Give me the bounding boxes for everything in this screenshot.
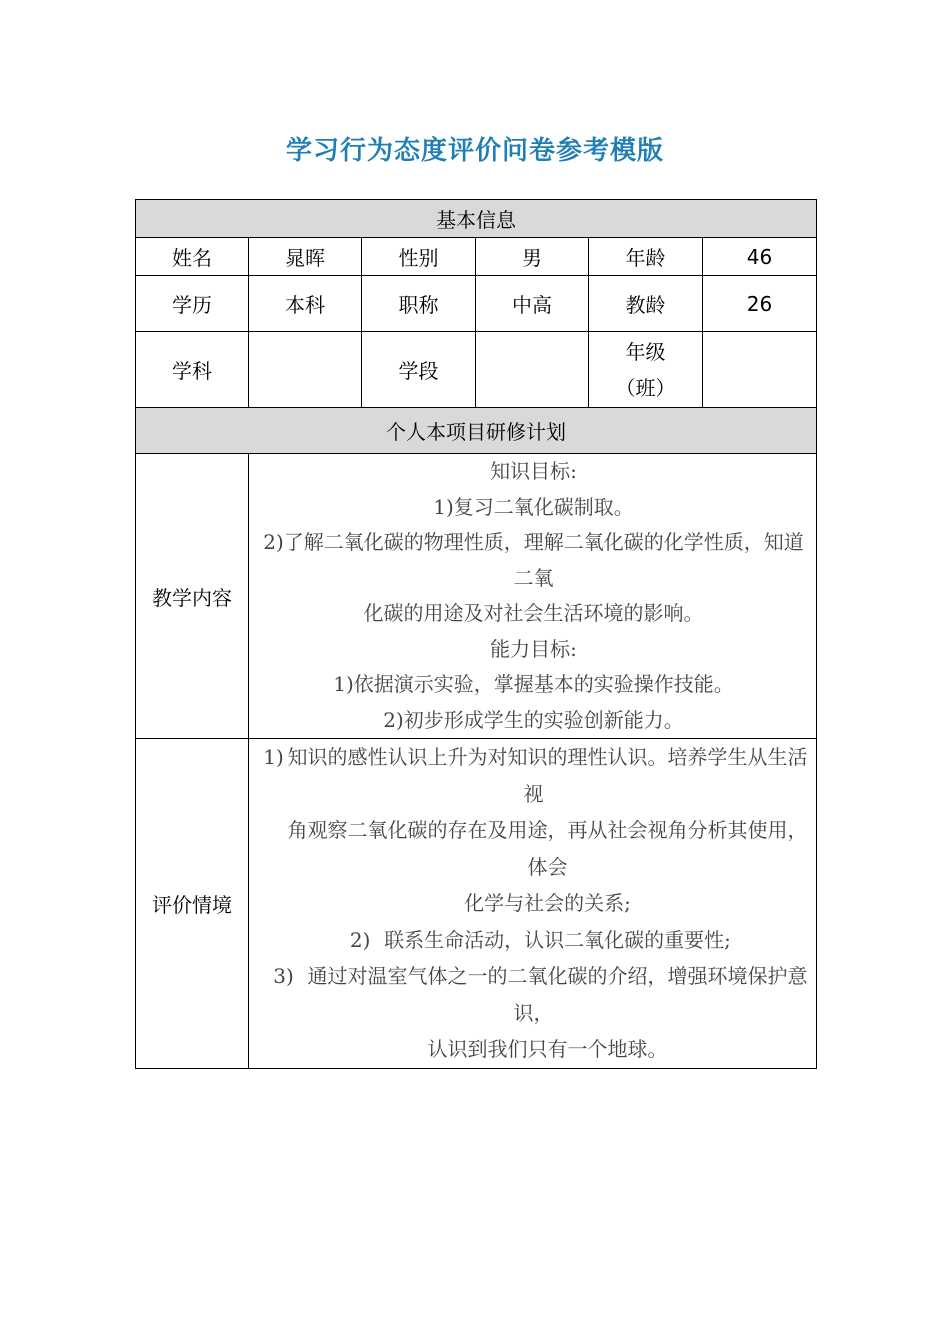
stage-label: 学段 (362, 332, 476, 408)
stage-value (476, 332, 589, 408)
subject-value (249, 332, 362, 408)
rank-value: 中高 (476, 276, 589, 332)
evaluation-cell (249, 739, 817, 1069)
item-text: 通过对温室气体之一的二氧化碳的介绍，增强环境保护意识， (307, 964, 808, 1025)
teaching-content-line: 能力目标: (490, 636, 577, 661)
evaluation-item-1-cont: 化学与社会的关系; (464, 891, 631, 915)
name-value: 晁晖 (249, 238, 362, 276)
plan-header: 个人本项目研修计划 (136, 408, 817, 454)
evaluation-form-table (135, 199, 817, 1069)
name-label: 姓名 (136, 238, 249, 276)
evaluation-item-2 (257, 922, 810, 959)
grade-label-line-2: （班） (615, 375, 676, 400)
evaluation-item-1-cont: 角观察二氧化碳的存在及用途，再从社会视角分析其使用，体会 (287, 818, 808, 879)
evaluation-item-1 (257, 739, 810, 812)
teaching-content-line: 知识目标: (490, 459, 577, 483)
item-text: 知识的感性认识上升为对知识的理性认识。培养学生从生活视 (287, 745, 808, 806)
teaching-content-label: 教学内容 (136, 454, 249, 739)
teaching-years-label: 教龄 (589, 276, 703, 332)
teaching-content-line: 1)依据演示实验，掌握基本的实验操作技能。 (333, 672, 734, 696)
teaching-content-line: 2)初步形成学生的实验创新能力。 (383, 707, 684, 732)
teaching-content-line: 2)了解二氧化碳的物理性质，理解二氧化碳的化学性质，知道二氧 (263, 530, 804, 590)
item-number: 3) (273, 964, 294, 988)
grade-label (589, 332, 703, 408)
age-value: 46 (703, 238, 817, 276)
basic-info-header: 基本信息 (136, 200, 817, 238)
item-text: 联系生命活动，认识二氧化碳的重要性; (384, 927, 731, 952)
gender-value: 男 (476, 238, 589, 276)
teaching-years-value: 26 (703, 276, 817, 332)
evaluation-label: 评价情境 (136, 739, 249, 1069)
page-title: 学习行为态度评价问卷参考模版 (285, 136, 664, 166)
item-number: 2) (349, 927, 371, 952)
age-label: 年龄 (589, 238, 703, 276)
teaching-content-line: 化碳的用途及对社会生活环境的影响。 (363, 601, 704, 625)
teaching-content-line: 1)复习二氧化碳制取。 (433, 494, 634, 519)
item-number: 1) (263, 745, 284, 769)
evaluation-item-3-cont: 认识到我们只有一个地球。 (427, 1037, 668, 1061)
gender-label: 性别 (362, 238, 476, 276)
grade-label-line-1: 年级 (625, 339, 666, 364)
rank-label: 职称 (362, 276, 476, 332)
education-label: 学历 (136, 276, 249, 332)
teaching-content-cell (249, 454, 817, 739)
evaluation-item-3 (257, 958, 810, 1031)
education-value: 本科 (249, 276, 362, 332)
subject-label: 学科 (136, 332, 249, 408)
grade-value (703, 332, 817, 408)
